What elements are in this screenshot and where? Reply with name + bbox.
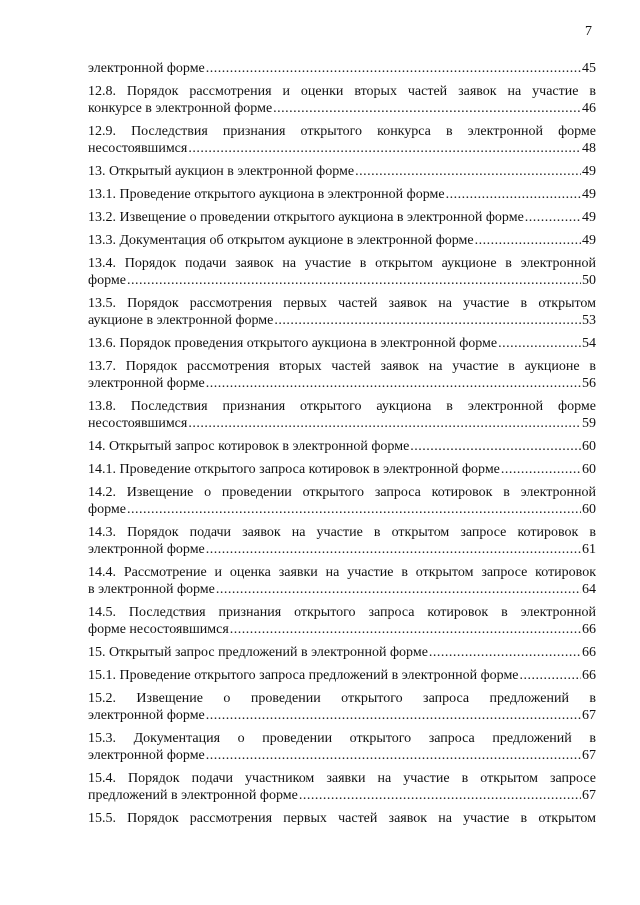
- toc-entry-last-line: [88, 747, 596, 764]
- toc-entry[interactable]: [88, 83, 596, 117]
- toc-entry-last-line: [88, 415, 596, 432]
- toc-entry[interactable]: [88, 438, 596, 455]
- toc-entry-last-line: [88, 140, 596, 157]
- dot-leader: [206, 541, 581, 558]
- toc-entry-title: аукционе в электронной форме: [88, 313, 274, 328]
- toc-entry[interactable]: [88, 770, 596, 804]
- toc-entry[interactable]: [88, 398, 596, 432]
- toc-page-number: 49: [582, 233, 596, 248]
- table-of-contents: [88, 60, 596, 833]
- toc-page-number: 60: [582, 462, 596, 477]
- toc-entry[interactable]: [88, 604, 596, 638]
- toc-entry[interactable]: [88, 690, 596, 724]
- toc-entry-last-line: [88, 541, 596, 558]
- dot-leader: [525, 209, 581, 226]
- toc-page-number: 60: [582, 439, 596, 454]
- toc-page-number: 66: [582, 645, 596, 660]
- toc-page-number: 59: [582, 416, 596, 431]
- toc-entry-last-line: [88, 667, 596, 684]
- toc-entry-text: 13.4. Порядок подачи заявок на участие в открытом аукционе в электронной: [88, 256, 596, 271]
- dot-leader: [188, 415, 581, 432]
- page-number: 7: [585, 24, 592, 39]
- toc-entry[interactable]: [88, 60, 596, 77]
- toc-entry-text: 13.7. Порядок рассмотрения вторых частей заявок на участие в аукционе в: [88, 359, 596, 374]
- toc-entry[interactable]: [88, 186, 596, 203]
- dot-leader: [127, 272, 581, 289]
- toc-page-number: 56: [582, 376, 596, 391]
- toc-entry-title: 14. Открытый запрос котировок в электронной форме: [88, 439, 410, 454]
- dot-leader: [446, 186, 581, 203]
- toc-page-number: 54: [582, 336, 596, 351]
- toc-entry-last-line: [88, 335, 596, 352]
- toc-entry-last-line: [88, 100, 596, 117]
- toc-page-number: 49: [582, 210, 596, 225]
- toc-entry-title: несостоявшимся: [88, 141, 188, 156]
- toc-entry-last-line: [88, 810, 596, 827]
- toc-entry[interactable]: [88, 232, 596, 249]
- toc-entry-title: 13.2. Извещение о проведении открытого аукциона в электронной форме: [88, 210, 524, 225]
- toc-page-number: 66: [582, 622, 596, 637]
- toc-entry-title: электронной форме: [88, 542, 205, 557]
- dot-leader: [188, 140, 581, 157]
- toc-entry-last-line: [88, 438, 596, 455]
- toc-entry-text: 15.2. Извещение о проведении открытого запроса предложений в: [88, 691, 596, 706]
- toc-entry-text: 13.5. Порядок рассмотрения первых частей заявок на участие в открытом: [88, 296, 596, 311]
- toc-entry-title: 14.1. Проведение открытого запроса котировок в электронной форме: [88, 462, 500, 477]
- toc-entry-title: 15.5. Порядок рассмотрения первых частей заявок на участие в открытом: [88, 811, 596, 826]
- toc-entry[interactable]: [88, 644, 596, 661]
- dot-leader: [355, 163, 581, 180]
- dot-leader: [206, 707, 581, 724]
- dot-leader: [299, 787, 581, 804]
- toc-entry[interactable]: [88, 461, 596, 478]
- toc-page-number: 67: [582, 788, 596, 803]
- dot-leader: [475, 232, 581, 249]
- toc-entry[interactable]: [88, 810, 596, 827]
- toc-entry-title: электронной форме: [88, 748, 205, 763]
- dot-leader: [206, 375, 581, 392]
- toc-entry-title: 13. Открытый аукцион в электронной форме: [88, 164, 355, 179]
- toc-page-number: 49: [582, 164, 596, 179]
- toc-entry-last-line: [88, 581, 596, 598]
- toc-entry-title: конкурсе в электронной форме: [88, 101, 273, 116]
- dot-leader: [127, 501, 581, 518]
- toc-entry-title: в электронной форме: [88, 582, 215, 597]
- toc-entry-text: 14.5. Последствия признания открытого запроса котировок в электронной: [88, 605, 596, 620]
- dot-leader: [274, 312, 581, 329]
- toc-page-number: 48: [582, 141, 596, 156]
- toc-entry-last-line: [88, 186, 596, 203]
- toc-page-number: 46: [582, 101, 596, 116]
- toc-entry-title: предложений в электронной форме: [88, 788, 298, 803]
- toc-entry-last-line: [88, 644, 596, 661]
- toc-entry[interactable]: [88, 358, 596, 392]
- toc-entry-last-line: [88, 232, 596, 249]
- dot-leader: [273, 100, 581, 117]
- dot-leader: [230, 621, 581, 638]
- dot-leader: [520, 667, 581, 684]
- toc-entry-title: несостоявшимся: [88, 416, 188, 431]
- toc-page-number: 50: [582, 273, 596, 288]
- toc-page-number: 67: [582, 708, 596, 723]
- toc-entry-text: 14.2. Извещение о проведении открытого запроса котировок в электронной: [88, 485, 596, 500]
- dot-leader: [216, 581, 581, 598]
- toc-entry-text: 14.3. Порядок подачи заявок на участие в открытом запросе котировок в: [88, 525, 596, 540]
- toc-page-number: 66: [582, 668, 596, 683]
- toc-entry-last-line: [88, 375, 596, 392]
- toc-entry-title: 15.1. Проведение открытого запроса предложений в электронной форме: [88, 668, 519, 683]
- dot-leader: [206, 60, 581, 77]
- toc-entry-title: 13.3. Документация об открытом аукционе в электронной форме: [88, 233, 474, 248]
- toc-entry[interactable]: [88, 123, 596, 157]
- toc-entry-last-line: [88, 272, 596, 289]
- toc-entry[interactable]: [88, 667, 596, 684]
- toc-entry-text: 15.3. Документация о проведении открытого запроса предложений в: [88, 731, 596, 746]
- toc-entry[interactable]: [88, 209, 596, 226]
- toc-page-number: 60: [582, 502, 596, 517]
- toc-entry-text: 13.8. Последствия признания открытого аукциона в электронной форме: [88, 399, 596, 414]
- toc-entry-title: форме несостоявшимся: [88, 622, 229, 637]
- toc-page-number: 45: [582, 61, 596, 76]
- toc-entry-title: электронной форме: [88, 376, 205, 391]
- toc-entry-title: форме: [88, 273, 126, 288]
- dot-leader: [429, 644, 581, 661]
- toc-entry-last-line: [88, 312, 596, 329]
- toc-entry-last-line: [88, 787, 596, 804]
- toc-entry-title: 13.1. Проведение открытого аукциона в электронной форме: [88, 187, 445, 202]
- toc-entry[interactable]: [88, 524, 596, 558]
- toc-page-number: 53: [582, 313, 596, 328]
- toc-entry-text: 14.4. Рассмотрение и оценка заявки на участие в открытом запросе котировок: [88, 565, 596, 580]
- toc-entry[interactable]: [88, 163, 596, 180]
- toc-page-number: 67: [582, 748, 596, 763]
- toc-entry-last-line: [88, 209, 596, 226]
- toc-entry-last-line: [88, 461, 596, 478]
- toc-page-number: 64: [582, 582, 596, 597]
- toc-entry[interactable]: [88, 730, 596, 764]
- toc-entry[interactable]: [88, 564, 596, 598]
- toc-entry-last-line: [88, 707, 596, 724]
- dot-leader: [410, 438, 581, 455]
- toc-entry-text: 12.9. Последствия признания открытого конкурса в электронной форме: [88, 124, 596, 139]
- toc-entry-title: форме: [88, 502, 126, 517]
- toc-entry-last-line: [88, 501, 596, 518]
- toc-page-number: 61: [582, 542, 596, 557]
- toc-page-number: 49: [582, 187, 596, 202]
- toc-entry[interactable]: [88, 335, 596, 352]
- toc-entry[interactable]: [88, 295, 596, 329]
- toc-entry-text: 12.8. Порядок рассмотрения и оценки вторых частей заявок на участие в: [88, 84, 596, 99]
- toc-entry-title: электронной форме: [88, 61, 205, 76]
- toc-entry-last-line: [88, 621, 596, 638]
- dot-leader: [206, 747, 581, 764]
- toc-entry[interactable]: [88, 255, 596, 289]
- dot-leader: [498, 335, 581, 352]
- dot-leader: [501, 461, 581, 478]
- toc-entry-last-line: [88, 60, 596, 77]
- toc-entry-last-line: [88, 163, 596, 180]
- toc-entry-text: 15.4. Порядок подачи участником заявки на участие в открытом запросе: [88, 771, 596, 786]
- toc-entry-title: 13.6. Порядок проведения открытого аукциона в электронной форме: [88, 336, 498, 351]
- toc-entry-title: электронной форме: [88, 708, 205, 723]
- toc-entry[interactable]: [88, 484, 596, 518]
- toc-entry-title: 15. Открытый запрос предложений в электронной форме: [88, 645, 428, 660]
